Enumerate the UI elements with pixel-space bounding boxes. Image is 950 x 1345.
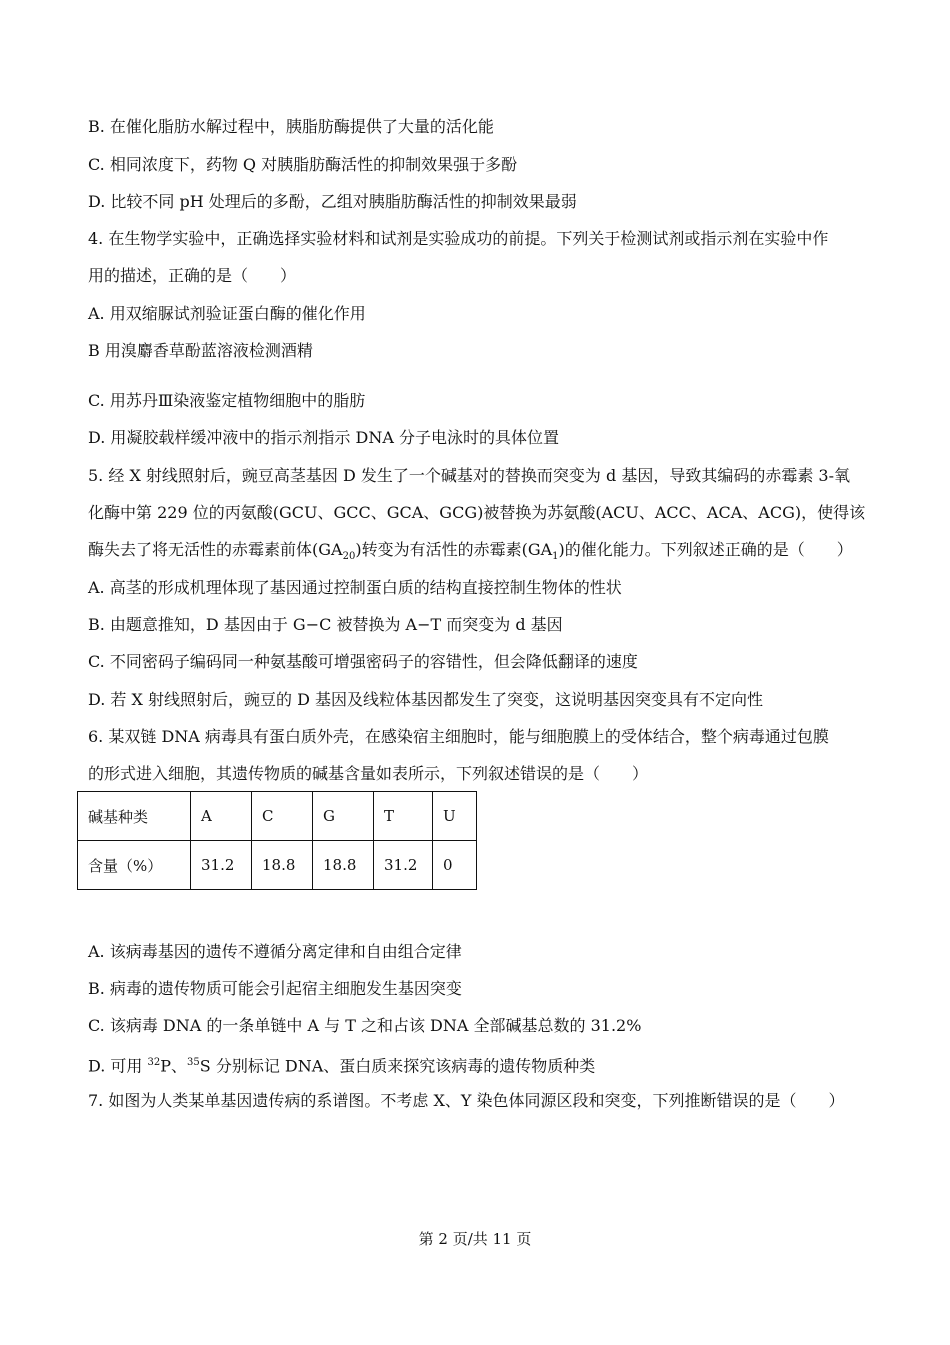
option-b-q4: B 用溴麝香草酚蓝溶液检测酒精: [88, 341, 313, 360]
option-c-q4: C. 用苏丹Ⅲ染液鉴定植物细胞中的脂肪: [88, 391, 366, 410]
question-4-line-2: 用的描述，正确的是（ ）: [88, 266, 297, 285]
option-d-q4: D. 用凝胶载样缓冲液中的指示剂指示 DNA 分子电泳时的具体位置: [88, 428, 559, 447]
table-cell: 0: [433, 841, 477, 890]
base-content-table: [77, 791, 477, 890]
table-row: [78, 841, 477, 890]
table-header-row: [78, 792, 477, 841]
line-l2: C. 相同浓度下，药物 Q 对胰脂肪酶活性的抑制效果强于多酚: [88, 155, 518, 174]
option-c-q6: C. 该病毒 DNA 的一条单链中 A 与 T 之和占该 DNA 全部碱基总数的 31.2%: [88, 1016, 642, 1035]
q6-d-part1: D. 可用: [88, 1056, 148, 1076]
table-cell: 碱基种类: [78, 792, 191, 841]
table-cell: 含量（%）: [78, 841, 191, 890]
question-4-line-1: 4. 在生物学实验中，正确选择实验材料和试剂是实验成功的前提。下列关于检测试剂或指示剂在实验中作: [88, 229, 829, 248]
q5-l3-part3: )的催化能力。下列叙述正确的是（ ）: [558, 540, 853, 559]
option-b-q5: B. 由题意推知，D 基因由于 G−C 被替换为 A−T 而突变为 d 基因: [88, 615, 563, 634]
option-a-q5: A. 高茎的形成机理体现了基因通过控制蛋白质的结构直接控制生物体的性状: [88, 578, 622, 597]
option-d-q6: [88, 1053, 595, 1076]
q6-d-part2: P、: [160, 1056, 188, 1076]
table-cell: 18.8: [252, 841, 313, 890]
table-cell: 18.8: [313, 841, 374, 890]
q6-d-part3: S 分别标记 DNA、蛋白质来探究该病毒的遗传物质种类: [199, 1056, 596, 1076]
question-7: 7. 如图为人类某单基因遗传病的系谱图。不考虑 X、Y 染色体同源区段和突变，下列推断错误的是（ ）: [88, 1091, 845, 1110]
q5-l3-part1: 酶失去了将无活性的赤霉素前体(GA: [88, 540, 343, 559]
option-d-q5: D. 若 X 射线照射后，豌豆的 D 基因及线粒体基因都发生了突变，这说明基因突变具有不定向性: [88, 690, 763, 709]
q6-d-sup2: 35: [187, 1057, 200, 1068]
table-cell: C: [252, 792, 313, 841]
question-6-line-2: 的形式进入细胞，其遗传物质的碱基含量如表所示，下列叙述错误的是（ ）: [88, 764, 649, 783]
table-cell: 31.2: [191, 841, 252, 890]
line-l3: D. 比较不同 pH 处理后的多酚，乙组对胰脂肪酶活性的抑制效果最弱: [88, 192, 577, 211]
question-5-line-1: 5. 经 X 射线照射后，豌豆高茎基因 D 发生了一个碱基对的替换而突变为 d 基因，导致其编码的赤霉素 3-氧: [88, 466, 851, 485]
q5-l3-sub1: 20: [342, 551, 356, 563]
option-a-q6: A. 该病毒基因的遗传不遵循分离定律和自由组合定律: [88, 942, 462, 961]
question-5-line-2: 化酶中第 229 位的丙氨酸(GCU、GCC、GCA、GCG)被替换为苏氨酸(ACU、ACC、ACA、ACG)，使得该: [88, 503, 866, 522]
q5-l3-sub2: 1: [552, 551, 559, 563]
option-a-q4: A. 用双缩脲试剂验证蛋白酶的催化作用: [88, 304, 366, 323]
option-b-q6: B. 病毒的遗传物质可能会引起宿主细胞发生基因突变: [88, 979, 462, 998]
table-cell: A: [191, 792, 252, 841]
table-cell: U: [433, 792, 477, 841]
table-cell: 31.2: [374, 841, 433, 890]
option-c-q5: C. 不同密码子编码同一种氨基酸可增强密码子的容错性，但会降低翻译的速度: [88, 652, 638, 671]
question-5-line-3: [88, 540, 853, 567]
question-6-line-1: 6. 某双链 DNA 病毒具有蛋白质外壳，在感染宿主细胞时，能与细胞膜上的受体结合，整个病毒通过包膜: [88, 727, 829, 746]
line-l1: B. 在催化脂肪水解过程中，胰脂肪酶提供了大量的活化能: [88, 117, 494, 136]
q6-d-sup1: 32: [147, 1057, 161, 1068]
page-footer: 第 2 页/共 11 页: [418, 1230, 532, 1248]
table-cell: T: [374, 792, 433, 841]
table-cell: G: [313, 792, 374, 841]
q5-l3-part2: )转变为有活性的赤霉素(GA: [355, 540, 553, 559]
